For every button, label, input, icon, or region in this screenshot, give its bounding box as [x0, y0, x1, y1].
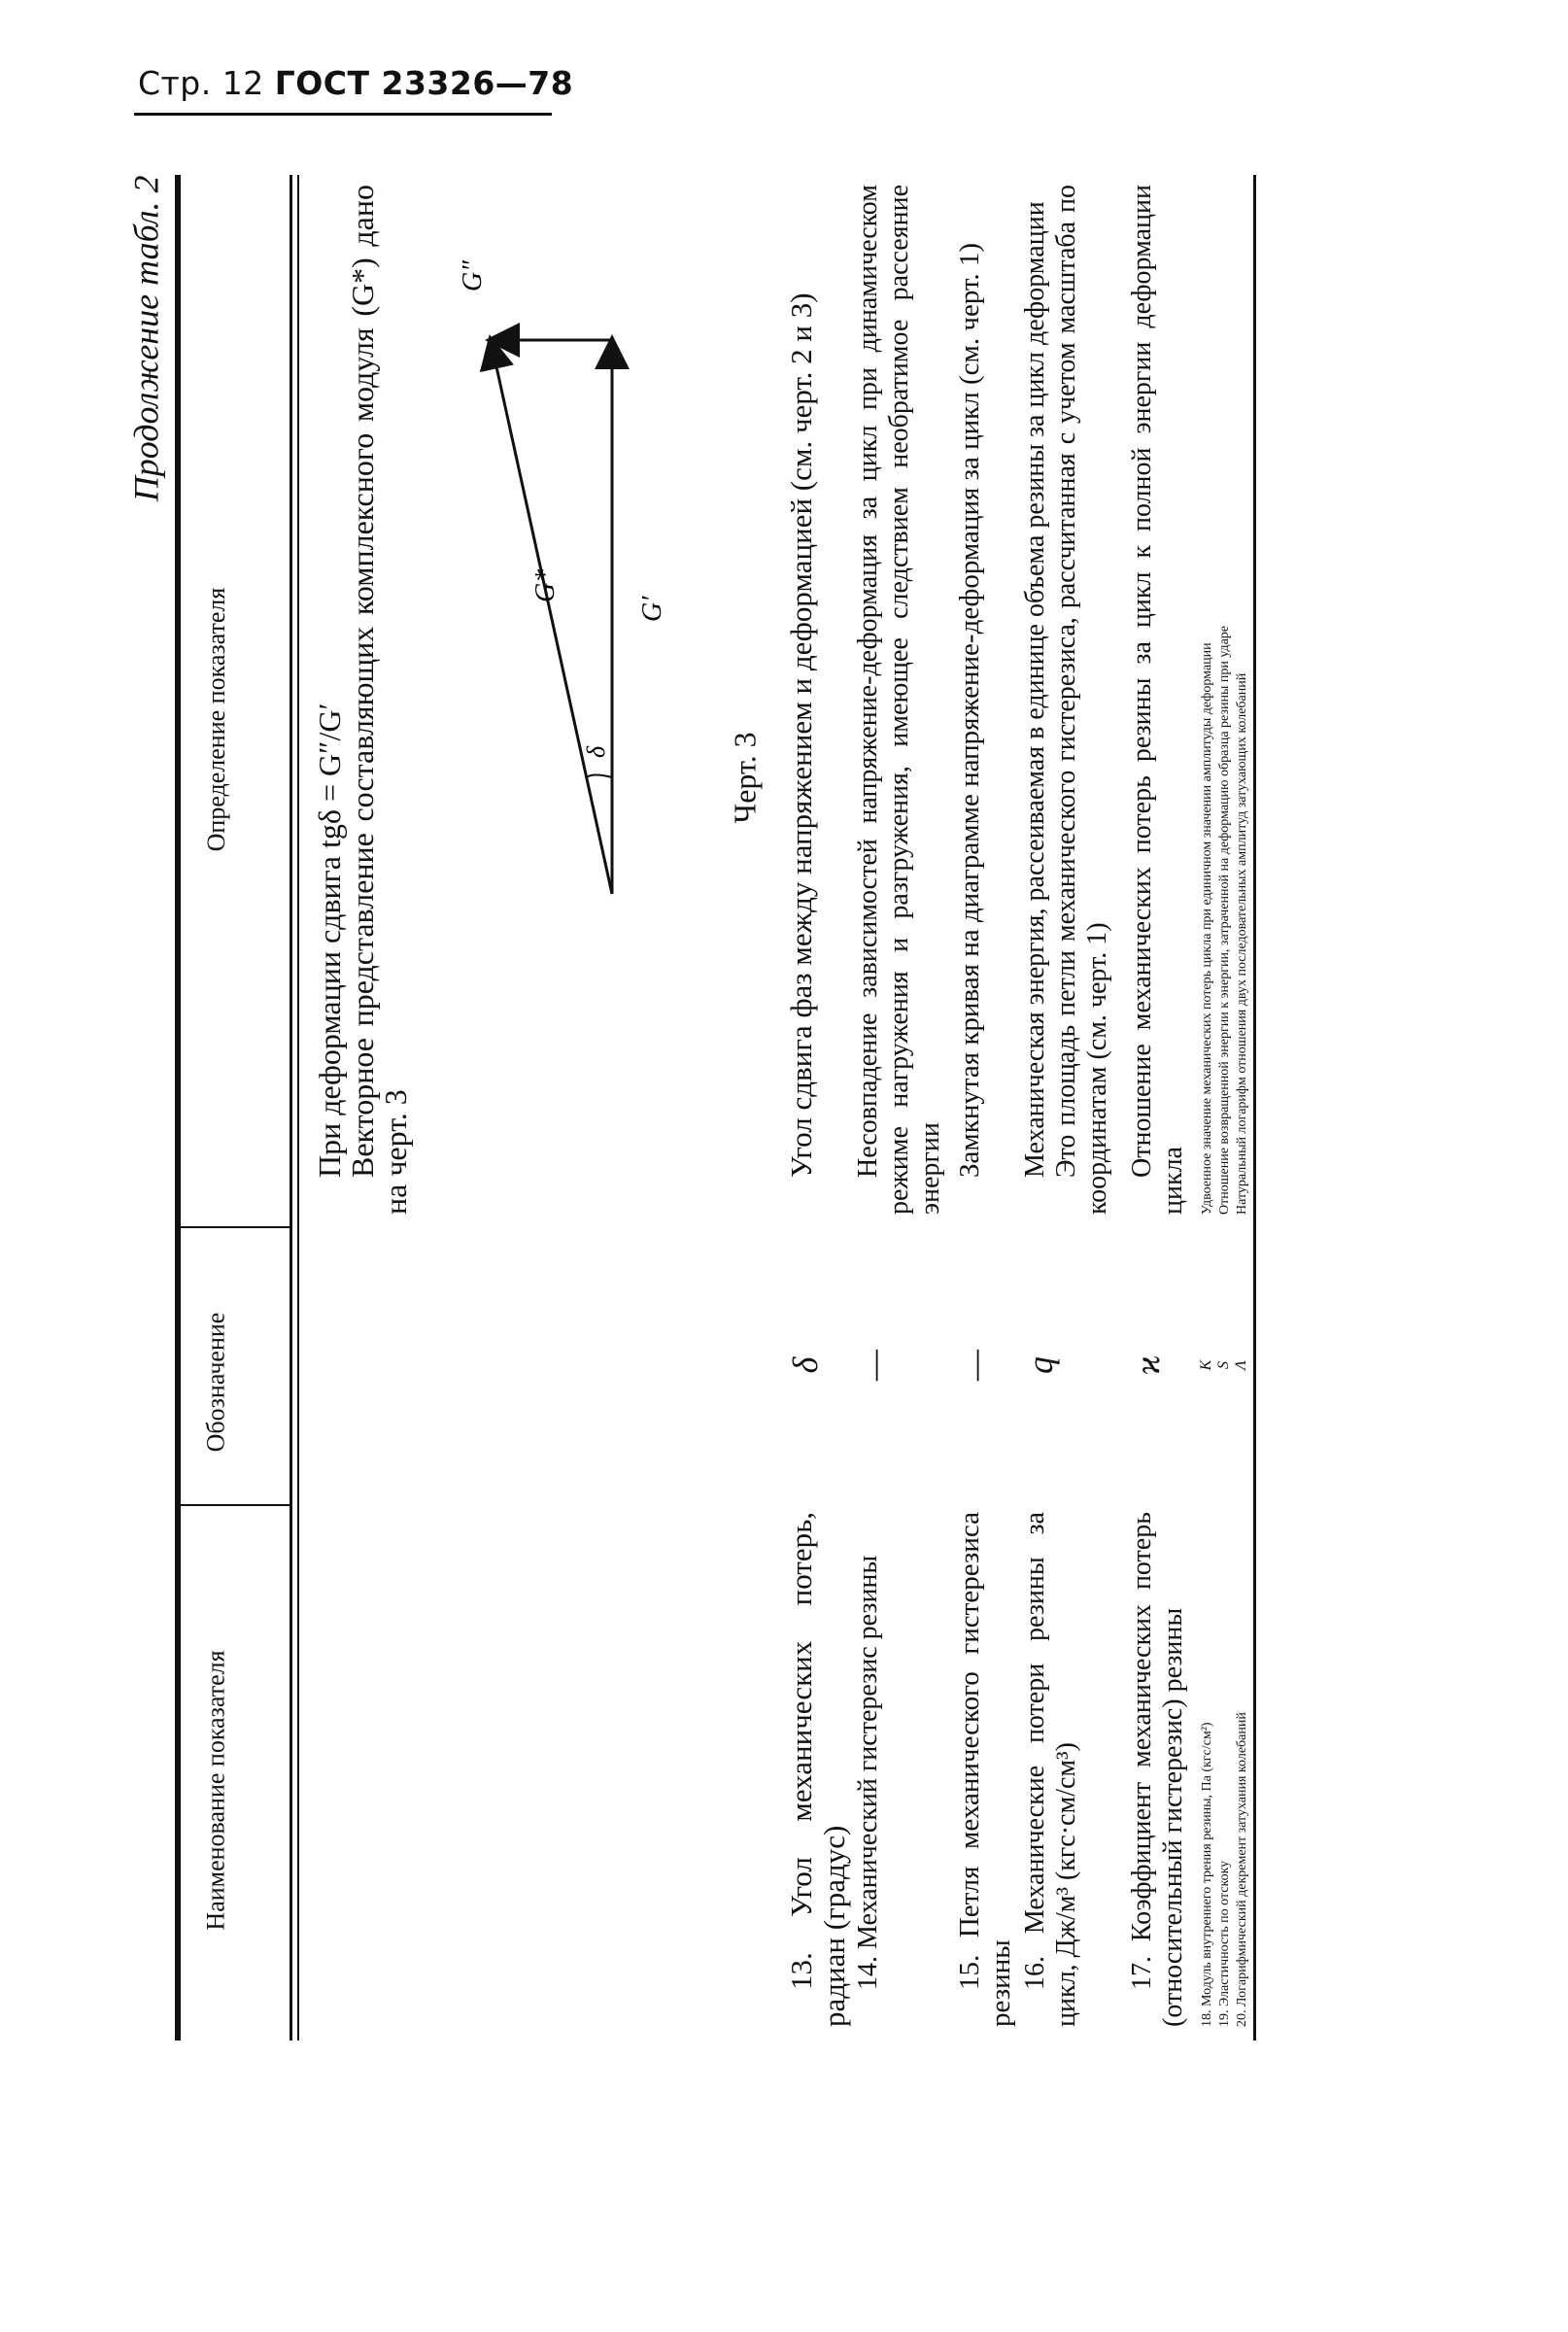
- row-19-definition-content: [1216, 185, 1234, 1215]
- top-definition-line2: Векторное представление составляющих комплексного модуля (G*) дано на черт. 3: [345, 185, 413, 1215]
- header-definition: [185, 185, 282, 1219]
- delta-arc: [587, 775, 612, 778]
- row-16-name: [1020, 1512, 1125, 2027]
- label-g-prime: G′: [637, 596, 667, 622]
- row-18-definition-text: Удвоенное значение механических потерь цикла при единичном значении амплитуды деформации: [1200, 642, 1214, 1215]
- top-definition-line1: При деформации сдвига tgδ = G″/G′: [312, 703, 347, 1178]
- top-definition-content: [313, 185, 420, 1215]
- row-13-definition-content: [785, 185, 853, 1215]
- row-20-symbol: Λ: [1233, 1360, 1249, 1370]
- row-20-name: [1234, 1512, 1251, 2027]
- row-19-name: [1216, 1512, 1234, 2027]
- row-19-name-content: 19. Эластичность по отскоку: [1217, 1860, 1232, 2027]
- row-16-name-content: 16. Механические потери резины за цикл, Дж/м³ (кгс·см/см³): [1020, 1512, 1081, 2027]
- row-15-definition-text: Замкнутая кривая на диаграмме напряжение-деформация за цикл (см. черт. 1): [954, 242, 985, 1178]
- row-14-definition: [853, 185, 952, 1215]
- row-18-definition-content: [1199, 185, 1216, 1215]
- row-15-symbol: —: [955, 1350, 994, 1382]
- row-13-definition-text: Угол сдвига фаз между напряжением и деформацией (см. черт. 2 и 3): [784, 292, 818, 1178]
- header-name: [185, 1516, 282, 2031]
- row-14-symbol: —: [854, 1350, 893, 1382]
- row-17-name: [1127, 1512, 1195, 2027]
- row-18-name-content: 18. Модуль внутреннего трения резины, Па (кгс/см²): [1200, 1722, 1214, 2027]
- row-15-name: [954, 1512, 1020, 2027]
- row-20-definition-content: [1234, 185, 1251, 1215]
- row-14-definition-content: [853, 185, 952, 1215]
- row-18-name: [1199, 1512, 1216, 2027]
- row-19-symbol: S: [1215, 1361, 1232, 1369]
- row-15-definition: [954, 185, 1020, 1215]
- row-14-definition-text: Несовпадение зависимостей напряжение-деформация за цикл при динамическом режиме нагружения и разгружения, имеющее следствием необратимое рассеяние энергии: [853, 185, 945, 1215]
- top-definition: [313, 185, 420, 1215]
- label-g-double-prime: G″: [458, 260, 488, 292]
- row-14-name: [853, 1512, 952, 2027]
- row-15-name-content: 15. Петля механического гистерезиса резины: [954, 1512, 1016, 2027]
- header-name-content: Наименование показателя: [201, 1650, 230, 1931]
- row-17-definition: [1127, 185, 1195, 1215]
- row-19-definition: [1216, 185, 1234, 1215]
- row-20-definition: [1234, 185, 1251, 1215]
- row-16-symbol: q: [1021, 1356, 1060, 1374]
- row-17-symbol: ϰ: [1128, 1355, 1167, 1376]
- row-20-name-content: 20. Логарифмический декремент затухания колебаний: [1235, 1712, 1249, 2027]
- row-14-name-content: 14. Механический гистерезис резины: [853, 1555, 883, 1990]
- row-15-definition-content: [954, 185, 1020, 1215]
- row-17-name-content: 17. Коэффициент механических потерь (относительный гистерезис) резины: [1127, 1512, 1188, 2027]
- row-16-definition-text: Механическая энергия, рассеиваемая в единице объема резины за цикл деформации: [1020, 201, 1050, 1178]
- figure-caption-content: Черт. 3: [727, 731, 762, 824]
- row-13-definition: [785, 185, 853, 1215]
- label-delta: δ: [582, 745, 610, 758]
- header-symbol: [185, 1234, 282, 1496]
- row-18-symbol: K: [1198, 1359, 1214, 1371]
- row-17-definition-text: Отношение механических потерь резины за цикл к полной энергии деформации цикла: [1127, 185, 1188, 1215]
- row-19-definition-text: Отношение возвращенной энергии к энергии, затраченной на деформацию образца резины при ударе: [1217, 625, 1232, 1215]
- label-g-star: G*: [530, 568, 561, 602]
- row-18-definition: [1199, 185, 1216, 1215]
- header-symbol-content: Обозначение: [201, 1312, 230, 1453]
- page-number: Стр. 12: [138, 64, 264, 102]
- row-20-definition-text: Натуральный логарифм отношения двух последовательных амплитуд затухающих колебаний: [1235, 672, 1249, 1215]
- g-star-vector: [491, 340, 612, 894]
- figure-caption: [727, 680, 770, 874]
- continuation-caption: [126, 175, 180, 661]
- row-17-definition-content: [1127, 185, 1195, 1215]
- row-16-definition-note: Это площадь петли механического гистерезиса, рассчитанная с учетом масштаба по координатам (см. черт. 1): [1051, 185, 1112, 1215]
- document-code: ГОСТ 23326—78: [274, 64, 574, 102]
- row-13-symbol: δ: [786, 1356, 825, 1374]
- table-outer-border-right: [1253, 175, 1256, 2040]
- row-13-name: [785, 1512, 853, 2027]
- continuation-caption-content: Продолжение табл. 2: [126, 175, 165, 501]
- header-definition-content: Определение показателя: [201, 587, 230, 851]
- row-16-definition-content: [1020, 185, 1125, 1215]
- row-16-definition: [1020, 185, 1125, 1215]
- row-13-name-content: 13. Угол механических потерь, радиан (градус): [784, 1512, 851, 2027]
